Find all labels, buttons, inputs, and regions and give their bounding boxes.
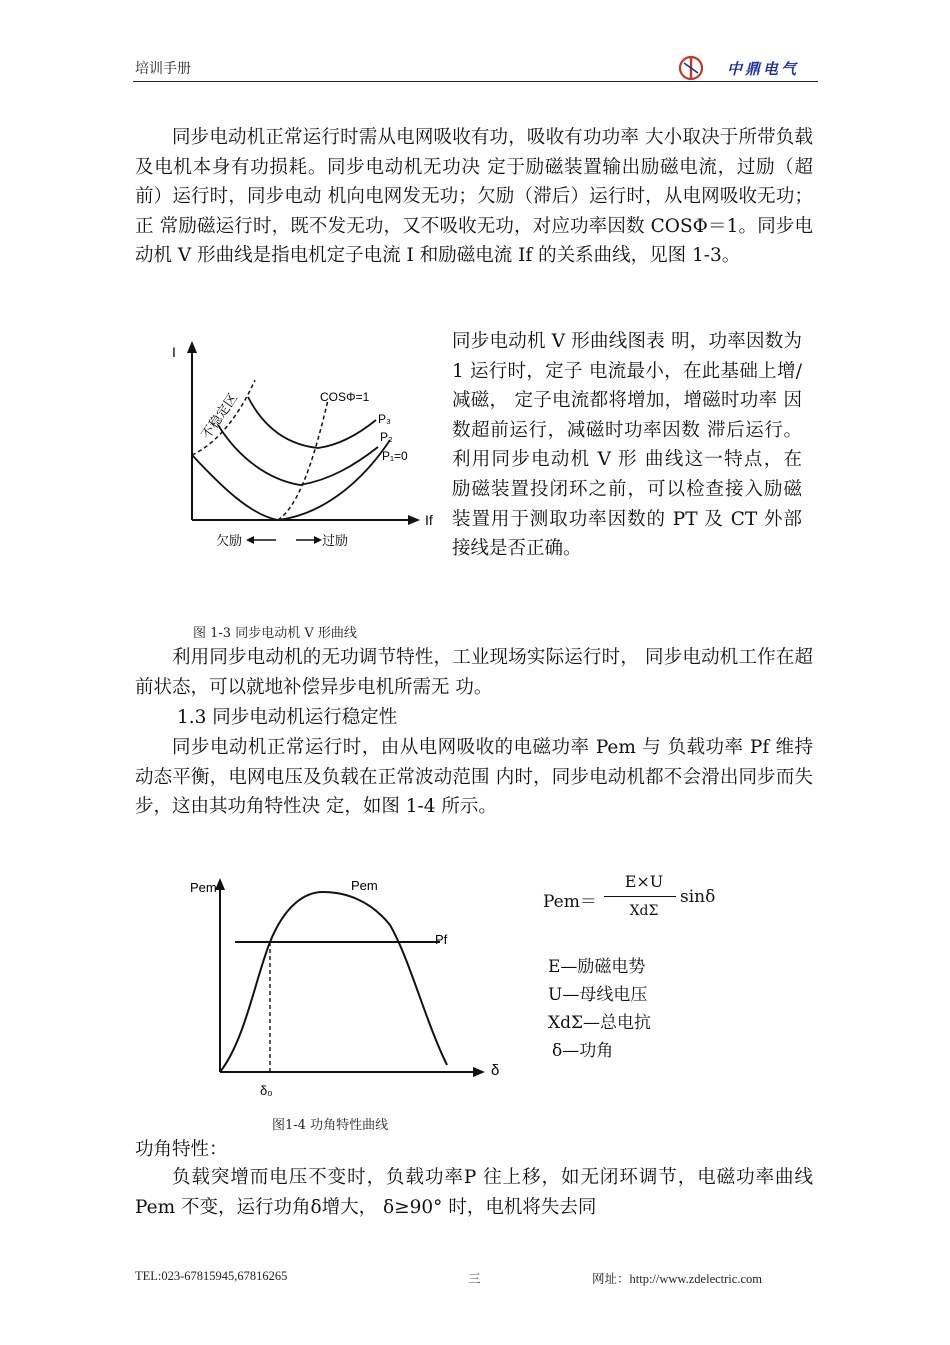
paragraph-intro: 同步电动机正常运行时需从电网吸收有功，吸收有功功率 大小取决于所带负载及电机本身有功损耗。同步电动机无功决 定于励磁装置输出励磁电流，过励（超前）运行时，同步电动 机向电网发无功；欠励（滞后）运行时，从电网吸收无功；正 常励磁运行时，既不发无功，又不吸收无功，对应功率因数 COSΦ＝1。同步电动机 V 形曲线是指电机定子电流 I 和励磁电流 If 的关系曲线，见图 1-3。 [135,127,813,267]
legend-u: U—母线电压 [548,985,648,1005]
legend-delta: δ—功角 [552,1041,614,1061]
right-arrow-icon [314,536,322,544]
y-axis-arrow-icon [187,341,197,353]
p1-label: P₁=0 [382,449,408,463]
header-divider [133,81,818,82]
p2-label: P₂ [380,430,393,444]
figure-1-3-caption: 图 1-3 同步电动机 V 形曲线 [193,626,357,641]
curve-p2 [218,425,378,485]
paragraph-v-curve-explanation: 同步电动机 V 形曲线图表 明，功率因数为 1 运行时，定子 电流最小，在此基础上增/减磁， 定子电流都将增加，增磁时功率 因数超前运行，减磁时功率因数 滞后运行。利用同步电动机 V 形 曲线这一特点，在 励磁装置投闭环之前，可以检查接入励磁装置用于测取功率因数的 PT 及 CT 外部接线是否正确。 [452,331,802,560]
curve-p1 [192,440,390,520]
unstable-zone-label: 不稳定区 [198,390,241,442]
formula-lhs: Pem＝ [543,892,597,912]
formula-denominator: XdΣ [629,903,659,919]
under-excited-label: 欠励 [216,533,243,548]
pem-curve [220,892,447,1072]
x-axis-label: δ [491,1062,500,1079]
formula-fraction-bar [604,896,676,897]
footer-tel: TEL:023-67815945,67816265 [135,1269,288,1283]
footer-page-number: 三 [468,1272,481,1286]
curve-p3 [248,397,376,448]
x-axis-arrow-icon [473,1067,485,1077]
company-logo-text: 中鼎电气 [727,60,800,78]
y-axis-label: I [172,344,176,360]
power-angle-heading: 功角特性： [135,1139,228,1160]
header-title: 培训手册 [135,61,191,77]
legend-xd: XdΣ—总电抗 [548,1013,652,1033]
footer-website: 网址：http://www.zdelectric.com [592,1272,762,1286]
paragraph-stability: 同步电动机正常运行时，由从电网吸收的电磁功率 Pem 与 负载功率 Pf 维持动态平衡，电网电压及负载在正常波动范围 内时，同步电动机都不会滑出同步而失步，这由其功角特性决 定，如图 1-4 所示。 [135,737,813,818]
x-axis-arrow-icon [408,515,420,525]
formula-rhs: sinδ [680,887,716,907]
legend-e: E—励磁电势 [548,957,646,977]
cos-phi-label: COSΦ=1 [320,390,370,404]
cos-phi-line [278,400,328,520]
section-heading-1-3: 1.3 同步电动机运行稳定性 [177,707,398,728]
figure-1-3-v-curve [150,335,450,555]
over-excited-label: 过励 [322,533,349,548]
figure-1-4-power-angle-curve [185,870,515,1105]
delta0-label: δ₀ [260,1083,273,1098]
pem-curve-label: Pem [351,878,378,893]
y-axis-label: Pem [190,880,217,895]
paragraph-power-angle: 负载突增而电压不变时，负载功率P 往上移，如无闭环调节，电磁功率曲线Pem 不变，运行功角δ增大， δ≥90° 时，电机将失去同 [135,1167,813,1218]
paragraph-reactive-power: 利用同步电动机的无功调节特性，工业现场实际运行时， 同步电动机工作在超前状态，可以就地补偿异步电机所需无 功。 [135,647,813,698]
p3-label: P₃ [378,412,391,426]
pf-label: Pf [435,932,448,947]
x-axis-label: If [425,512,433,528]
figure-1-4-caption: 图1-4 功角特性曲线 [272,1118,389,1133]
company-logo-icon [678,55,708,81]
formula-numerator: E×U [624,872,664,891]
left-arrow-icon [246,536,254,544]
